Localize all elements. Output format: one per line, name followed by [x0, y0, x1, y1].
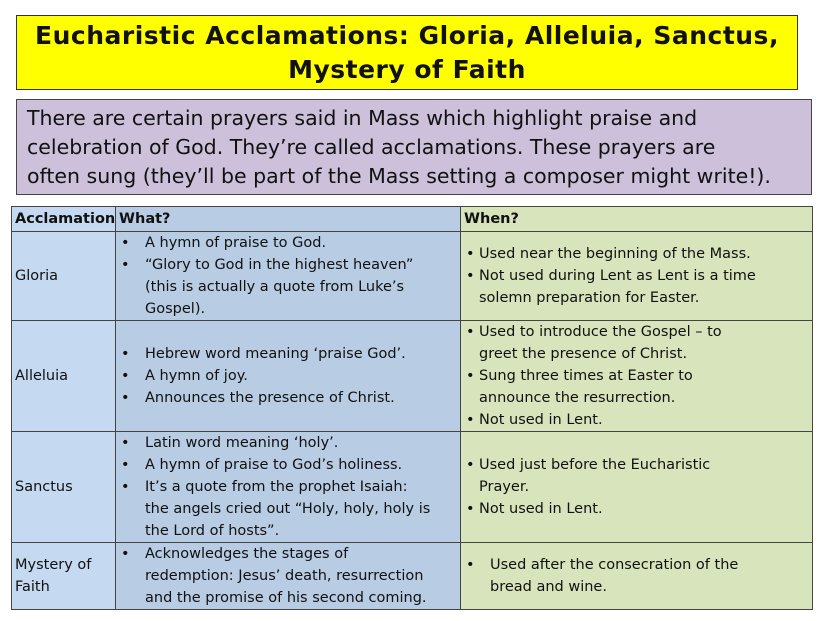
list-item-text: announce the resurrection. — [479, 390, 676, 406]
list-item: • Hebrew word meaning ‘praise God’. — [119, 343, 457, 365]
list-item: • Announces the presence of Christ. — [119, 387, 457, 409]
acclamations-table — [11, 206, 813, 610]
intro-box — [16, 99, 812, 195]
intro-line-3: often sung (they’ll be part of the Mass setting a composer might write!). — [27, 164, 771, 188]
list-item-text: Used just before the Eucharistic — [479, 457, 711, 473]
header-what: What? — [116, 207, 461, 232]
list-item — [119, 254, 457, 320]
what-cell — [116, 321, 461, 432]
title-banner — [16, 15, 798, 90]
list-item-text: bread and wine. — [490, 579, 607, 595]
list-item-text: Gospel). — [145, 301, 206, 317]
list-item — [464, 554, 809, 598]
list-item: • A hymn of praise to God’s holiness. — [119, 454, 457, 476]
list-item: • A hymn of praise to God. — [119, 232, 457, 254]
acclamation-name: Gloria — [12, 232, 116, 321]
what-list — [119, 543, 457, 609]
list-item-text: “Glory to God in the highest heaven” — [145, 257, 414, 273]
list-item: • A hymn of joy. — [119, 365, 457, 387]
table-row — [12, 321, 813, 432]
acclamation-name-line: Mystery of — [15, 557, 92, 573]
what-cell — [116, 543, 461, 610]
intro-line-1: There are certain prayers said in Mass which highlight praise and — [27, 106, 698, 130]
title-line-1: Eucharistic Acclamations: Gloria, Alleluia, Sanctus, — [35, 20, 779, 50]
list-item-text: (this is actually a quote from Luke’s — [145, 279, 405, 295]
list-item-text: Not used during Lent as Lent is a time — [479, 268, 756, 284]
list-item-text: It’s a quote from the prophet Isaiah: — [145, 479, 408, 495]
when-list — [464, 321, 809, 431]
acclamation-name: Alleluia — [12, 321, 116, 432]
header-acclamation: Acclamation — [12, 207, 116, 232]
list-item — [464, 321, 809, 365]
list-item — [119, 476, 457, 542]
list-item-text: Used to introduce the Gospel – to — [479, 324, 722, 340]
when-cell — [461, 543, 813, 610]
list-item-text: Acknowledges the stages of — [145, 546, 349, 562]
list-item — [464, 265, 809, 309]
list-item-text: and the promise of his second coming. — [145, 590, 427, 606]
list-item: • Not used in Lent. — [464, 498, 809, 520]
what-cell — [116, 432, 461, 543]
list-item-text: Sung three times at Easter to — [479, 368, 693, 384]
acclamation-name-line: Faith — [15, 579, 50, 595]
acclamation-name: Sanctus — [12, 432, 116, 543]
list-item-text: the Lord of hosts”. — [145, 523, 280, 539]
list-item-text: the angels cried out “Holy, holy, holy is — [145, 501, 431, 517]
list-item — [119, 543, 457, 609]
list-item-text: solemn preparation for Easter. — [479, 290, 700, 306]
list-item: • Latin word meaning ‘holy’. — [119, 432, 457, 454]
list-item-text: Prayer. — [479, 479, 530, 495]
intro-line-2: celebration of God. They’re called acclamations. These prayers are — [27, 135, 716, 159]
list-item — [464, 454, 809, 498]
table-row — [12, 543, 813, 610]
table-row — [12, 432, 813, 543]
when-list — [464, 554, 809, 598]
when-list — [464, 243, 809, 309]
list-item: • Not used in Lent. — [464, 409, 809, 431]
list-item-text: Used after the consecration of the — [490, 557, 739, 573]
title-line-2: Mystery of Faith — [288, 54, 526, 84]
acclamation-name — [12, 543, 116, 610]
list-item-text: redemption: Jesus’ death, resurrection — [145, 568, 424, 584]
list-item — [464, 365, 809, 409]
when-cell — [461, 432, 813, 543]
table-header-row — [12, 207, 813, 232]
list-item: • Used near the beginning of the Mass. — [464, 243, 809, 265]
list-item-text: greet the presence of Christ. — [479, 346, 688, 362]
table-row — [12, 232, 813, 321]
when-cell — [461, 232, 813, 321]
page-title — [35, 19, 779, 87]
what-list — [119, 232, 457, 320]
what-cell — [116, 232, 461, 321]
what-list — [119, 432, 457, 542]
what-list — [119, 343, 457, 409]
when-list — [464, 454, 809, 520]
header-when: When? — [461, 207, 813, 232]
when-cell — [461, 321, 813, 432]
